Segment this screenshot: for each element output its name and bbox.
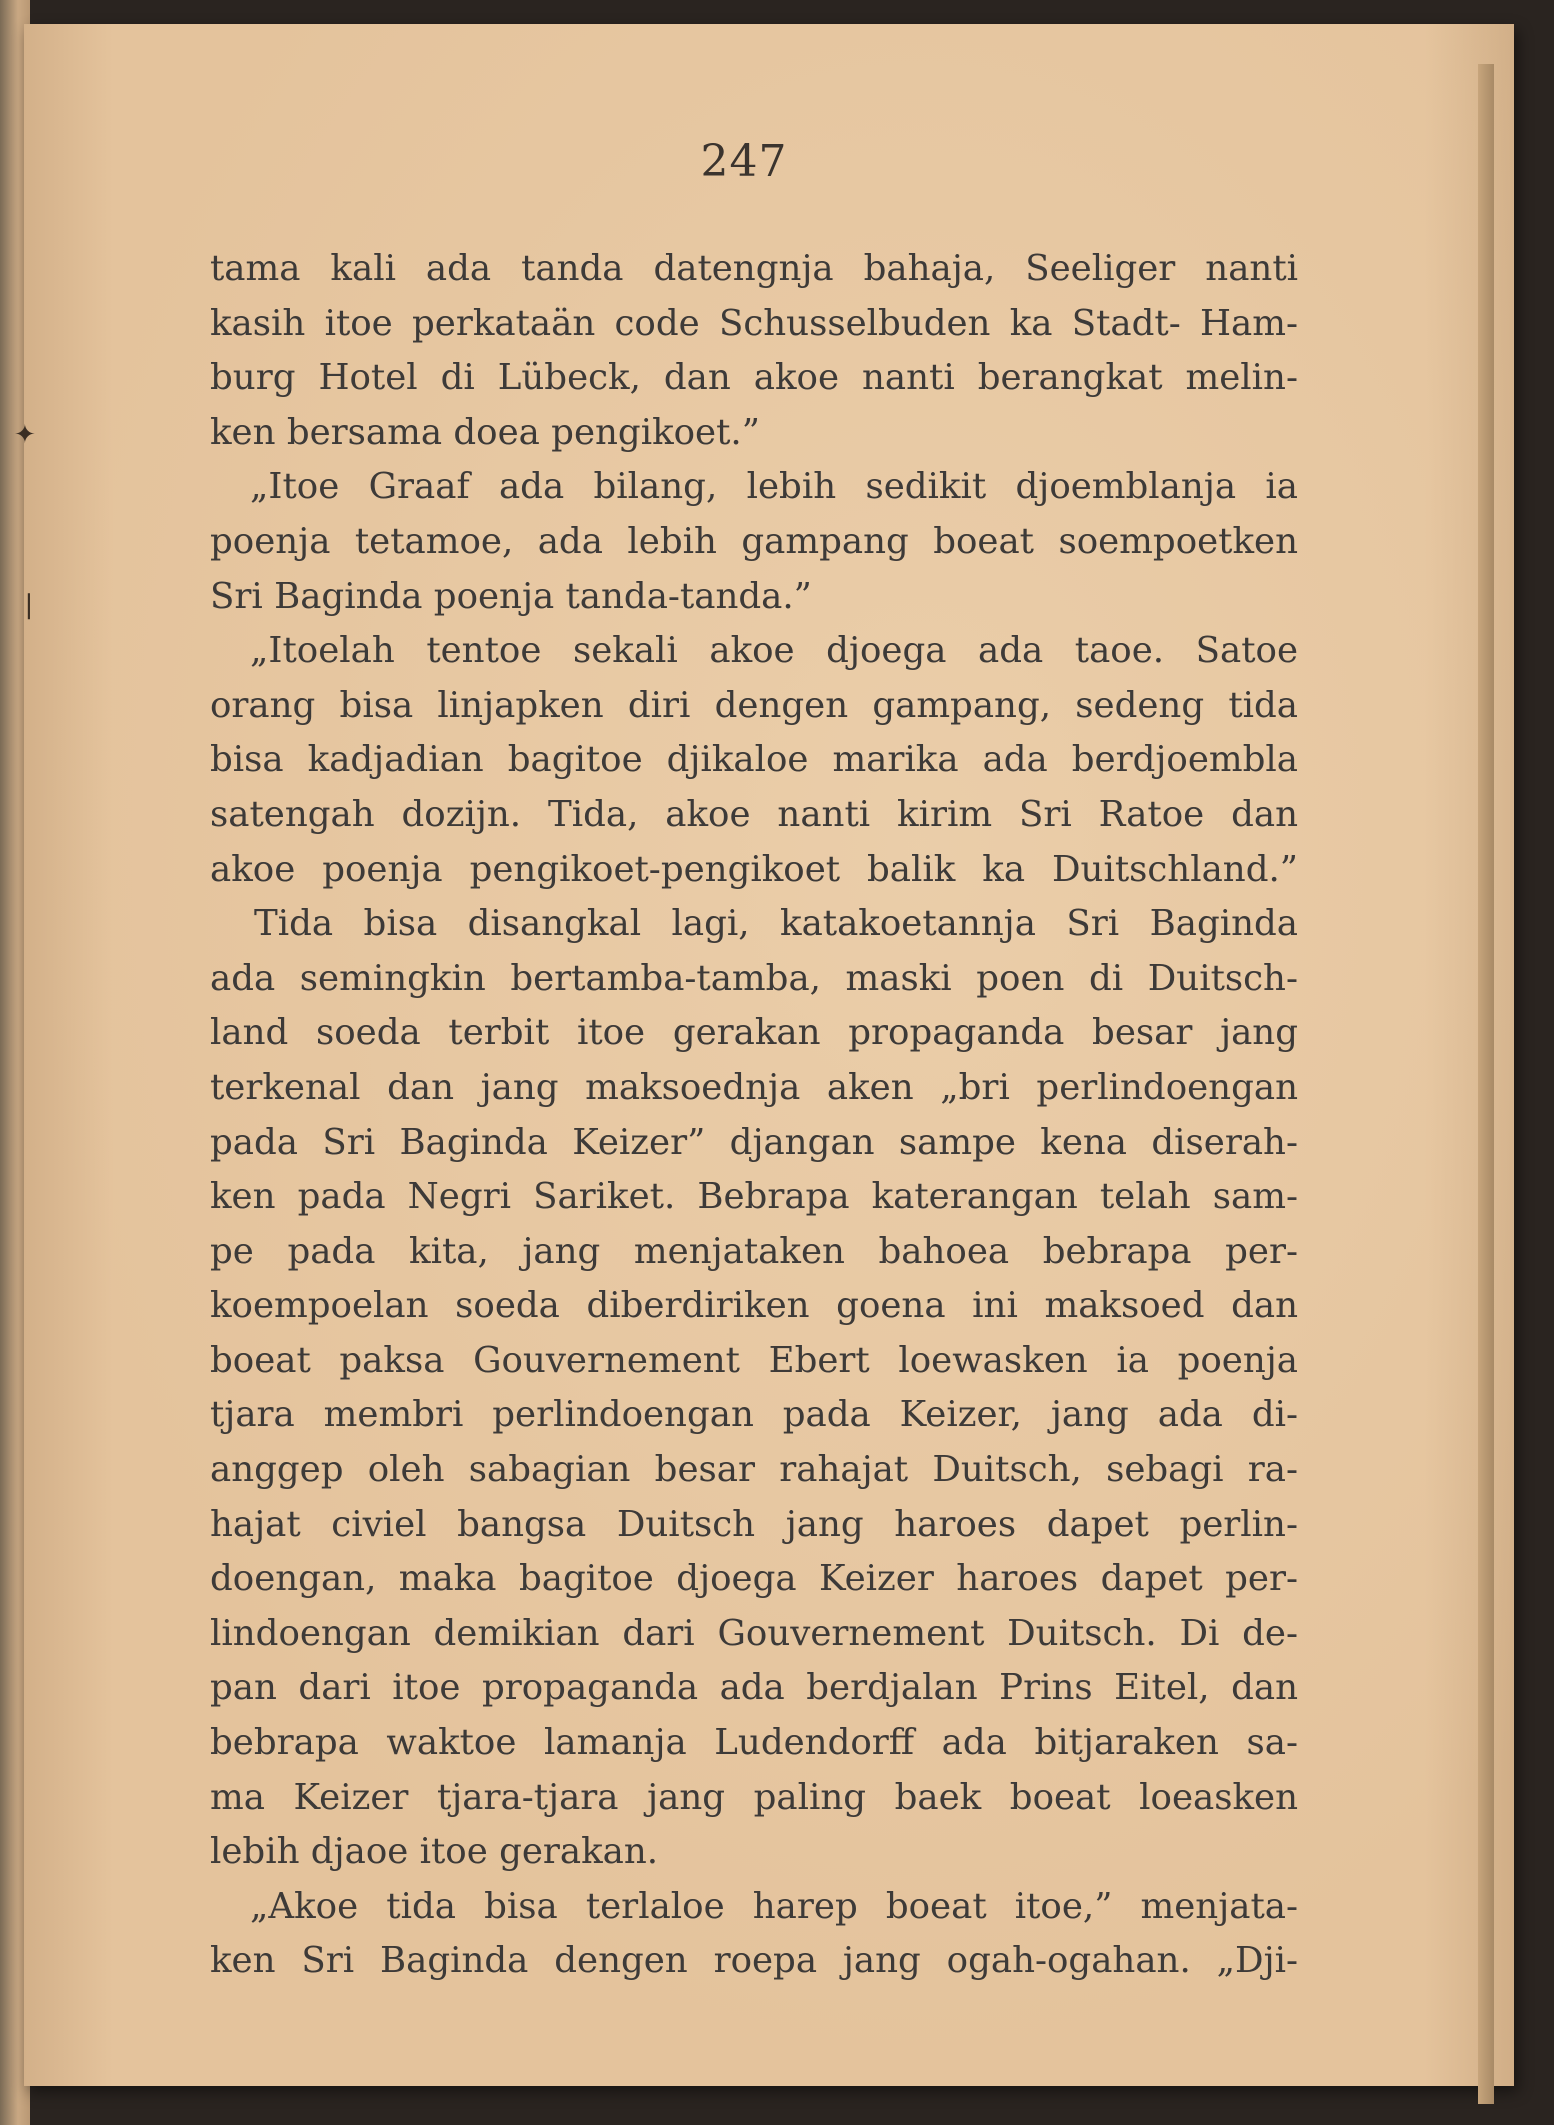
book-page xyxy=(24,24,1514,2086)
margin-ink-mark: ✦ xyxy=(14,420,36,450)
text-line: tjara membri perlindoengan pada Keizer, jang ada di- xyxy=(210,1394,1298,1436)
text-line: „Itoe Graaf ada bilang, lebih sedikit djoemblanja ia xyxy=(250,466,1298,508)
text-line: poenja tetamoe, ada lebih gampang boeat soempoetken xyxy=(210,520,1298,562)
text-line: terkenal dan jang maksoednja aken „bri perlindoengan xyxy=(210,1066,1298,1108)
text-line: lindoengan demikian dari Gouvernement Duitsch. Di de- xyxy=(210,1612,1298,1654)
text-line: „Akoe tida bisa terlaloe harep boeat itoe,” menjata- xyxy=(250,1885,1298,1927)
text-line: Sri Baginda poenja tanda-tanda.” xyxy=(210,575,812,617)
text-line: ma Keizer tjara-tjara jang paling baek boeat loeasken xyxy=(210,1776,1298,1818)
text-line: bisa kadjadian bagitoe djikaloe marika ada berdjoembla xyxy=(210,739,1298,781)
text-line: koempoelan soeda diberdiriken goena ini maksoed dan xyxy=(210,1285,1298,1327)
text-line: pe pada kita, jang menjataken bahoea bebrapa per- xyxy=(210,1230,1298,1272)
text-line: pada Sri Baginda Keizer” djangan sampe kena diserah- xyxy=(210,1121,1298,1163)
text-line: tama kali ada tanda datengnja bahaja, Seeliger nanti xyxy=(210,248,1298,289)
margin-ink-mark: ❘ xyxy=(18,590,40,620)
text-line: anggep oleh sabagian besar rahajat Duitsch, sebagi ra- xyxy=(210,1449,1298,1491)
text-line: lebih djaoe itoe gerakan. xyxy=(210,1831,659,1873)
text-line: „Itoelah tentoe sekali akoe djoega ada taoe. Satoe xyxy=(250,630,1298,672)
text-line: burg Hotel di Lübeck, dan akoe nanti berangkat melin- xyxy=(210,357,1298,399)
page-number: 247 xyxy=(700,136,788,187)
body-text xyxy=(210,242,1298,1989)
text-line: satengah dozijn. Tida, akoe nanti kirim Sri Ratoe dan xyxy=(210,793,1298,835)
text-line: ken Sri Baginda dengen roepa jang ogah-ogahan. „Dji- xyxy=(210,1940,1298,1982)
text-line: ada semingkin bertamba-tamba, maski poen di Duitsch- xyxy=(210,957,1298,999)
text-line: orang bisa linjapken diri dengen gampang, sedeng tida xyxy=(210,684,1298,726)
page-stack-edge xyxy=(1478,64,1494,2104)
text-line: pan dari itoe propaganda ada berdjalan Prins Eitel, dan xyxy=(210,1667,1298,1709)
text-line: hajat civiel bangsa Duitsch jang haroes dapet perlin- xyxy=(210,1503,1298,1545)
text-line: ken pada Negri Sariket. Bebrapa katerangan telah sam- xyxy=(210,1176,1298,1218)
text-line: bebrapa waktoe lamanja Ludendorff ada bitjaraken sa- xyxy=(210,1722,1298,1764)
text-line: doengan, maka bagitoe djoega Keizer haroes dapet per- xyxy=(210,1558,1298,1600)
text-line: Tida bisa disangkal lagi, katakoetannja Sri Baginda xyxy=(254,903,1298,945)
text-line: land soeda terbit itoe gerakan propaganda besar jang xyxy=(210,1012,1298,1054)
text-line: kasih itoe perkataän code Schusselbuden ka Stadt- Ham- xyxy=(210,302,1298,344)
text-line: akoe poenja pengikoet-pengikoet balik ka Duitschland.” xyxy=(210,848,1298,890)
text-line: ken bersama doea pengikoet.” xyxy=(210,411,760,453)
text-line: boeat paksa Gouvernement Ebert loewasken ia poenja xyxy=(210,1339,1298,1381)
